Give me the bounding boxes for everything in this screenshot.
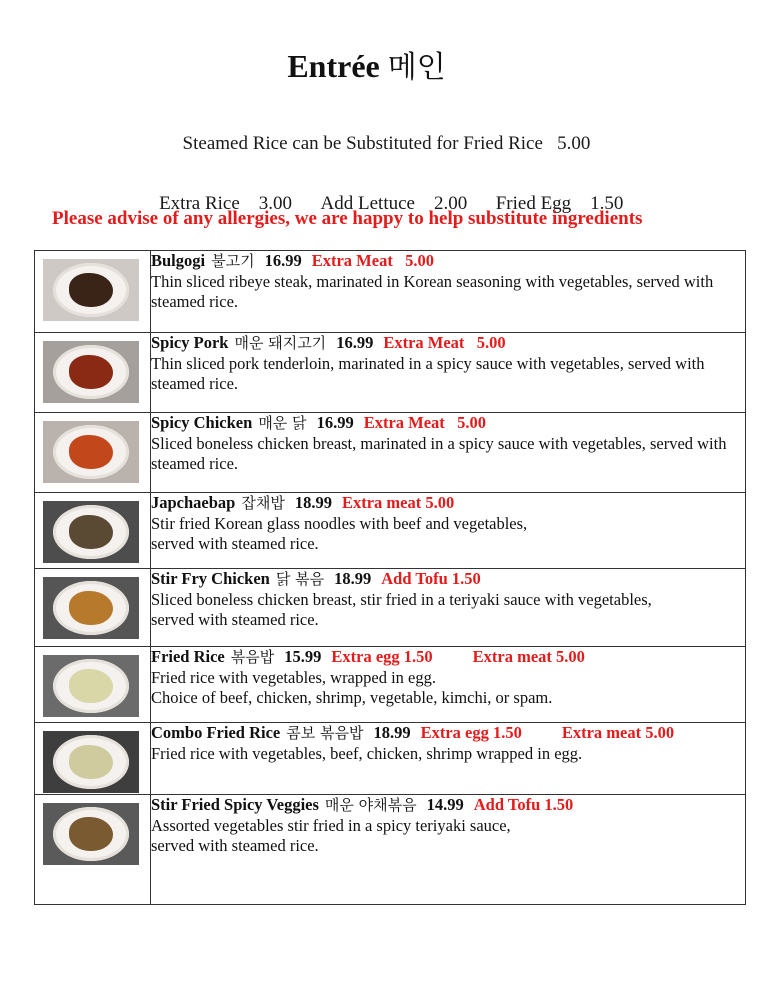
fried-egg-price: Fried Egg 1.50: [495, 193, 624, 214]
dish-description: Thin sliced pork tenderloin, marinated in a spicy sauce with vegetables, served with steamed rice.: [151, 353, 705, 393]
dish-heading: [151, 795, 745, 816]
dish-korean-name: 매운 야채볶음: [324, 796, 417, 814]
dish-photo: [43, 655, 139, 717]
dish-photo: [43, 577, 139, 639]
dish-description: served with steamed rice.: [151, 534, 319, 553]
dish-photo-cell: [35, 647, 151, 723]
dish-extra-option: Extra egg 1.50: [420, 723, 522, 742]
menu-item-row: [35, 569, 746, 647]
food-shape: [69, 591, 113, 625]
menu-item-row: [35, 333, 746, 413]
dish-photo: [43, 731, 139, 793]
dish-heading: [151, 493, 745, 514]
dish-name: Fried Rice: [151, 647, 225, 666]
dish-photo: [43, 501, 139, 563]
dish-price: 16.99: [336, 333, 374, 352]
food-shape: [69, 355, 113, 389]
dish-details-cell: [151, 723, 746, 795]
dish-extra-option: Add Tofu 1.50: [381, 569, 481, 588]
dish-photo: [43, 341, 139, 403]
dish-price: 15.99: [284, 647, 322, 666]
dish-name: Spicy Chicken: [151, 413, 253, 432]
dish-name: Combo Fried Rice: [151, 723, 281, 742]
dish-name: Stir Fried Spicy Veggies: [151, 795, 319, 814]
dish-details-cell: [151, 493, 746, 569]
dish-price: 16.99: [264, 251, 302, 270]
dish-description: Sliced boneless chicken breast, stir fried in a teriyaki sauce with vegetables,: [151, 589, 652, 609]
dish-korean-name: 콤보 볶음밥: [286, 724, 364, 742]
dish-photo-cell: [35, 413, 151, 493]
dish-description: Fried rice with vegetables, beef, chicken, shrimp wrapped in egg.: [151, 743, 583, 763]
menu-item-row: [35, 723, 746, 795]
title-english: Entrée: [287, 48, 380, 84]
dish-photo: [43, 803, 139, 865]
dish-extra-option: Extra meat 5.00: [472, 647, 585, 666]
dish-details-cell: [151, 569, 746, 647]
food-shape: [69, 745, 113, 779]
dish-description: Assorted vegetables stir fried in a spicy teriyaki sauce,: [151, 815, 511, 835]
menu-item-row: [35, 647, 746, 723]
dish-korean-name: 볶음밥: [230, 648, 275, 666]
dish-extra-option: Add Tofu 1.50: [473, 795, 574, 814]
food-shape: [69, 515, 113, 549]
food-shape: [69, 669, 113, 703]
menu-table: [34, 250, 746, 905]
dish-price: 18.99: [373, 723, 411, 742]
dish-korean-name: 닭 볶음: [275, 570, 325, 588]
dish-name: Spicy Pork: [151, 333, 229, 352]
dish-photo-cell: [35, 251, 151, 333]
dish-description: Sliced boneless chicken breast, marinated in a spicy sauce with vegetables, served with steamed rice.: [151, 433, 727, 473]
dish-photo: [43, 421, 139, 483]
menu-item-row: [35, 251, 746, 333]
extra-rice-price: Extra Rice 3.00: [159, 193, 293, 214]
dish-description: Thin sliced ribeye steak, marinated in Korean seasoning with vegetables, served with steamed rice.: [151, 271, 714, 311]
dish-photo: [43, 259, 139, 321]
dish-extra-option: Extra meat 5.00: [341, 493, 455, 512]
dish-heading: [151, 569, 745, 590]
dish-name: Bulgogi: [151, 251, 206, 270]
dish-heading: [151, 647, 745, 668]
dish-photo-cell: [35, 569, 151, 647]
dish-korean-name: 매운 돼지고기: [234, 334, 327, 352]
dish-price: 18.99: [334, 569, 372, 588]
dish-price: 18.99: [294, 493, 332, 512]
dish-extra-option: Extra Meat 5.00: [311, 251, 435, 270]
dish-photo-cell: [35, 723, 151, 795]
dish-description: Fried rice with vegetables, wrapped in egg.: [151, 667, 436, 687]
dish-price: 14.99: [426, 795, 464, 814]
dish-photo-cell: [35, 795, 151, 905]
dish-details-cell: [151, 795, 746, 905]
dish-photo-cell: [35, 493, 151, 569]
dish-korean-name: 매운 닭: [258, 414, 307, 432]
dish-heading: [151, 413, 745, 434]
dish-photo-cell: [35, 333, 151, 413]
add-lettuce-price: Add Lettuce 2.00: [320, 193, 468, 214]
dish-heading: [151, 251, 745, 272]
dish-extra-option: Extra meat 5.00: [561, 723, 675, 742]
dish-description: served with steamed rice.: [151, 610, 319, 629]
dish-korean-name: 잡채밥: [241, 494, 285, 512]
menu-item-row: [35, 493, 746, 569]
dish-description: Stir fried Korean glass noodles with beef and vegetables,: [151, 513, 528, 533]
food-shape: [69, 273, 113, 307]
food-shape: [69, 817, 113, 851]
dish-details-cell: [151, 413, 746, 493]
dish-heading: [151, 333, 745, 354]
dish-details-cell: [151, 251, 746, 333]
dish-extra-option: Extra egg 1.50: [331, 647, 433, 666]
dish-name: Japchaebap: [151, 493, 236, 512]
dish-details-cell: [151, 333, 746, 413]
dish-extra-option: Extra Meat 5.00: [383, 333, 506, 352]
dish-korean-name: 불고기: [211, 252, 255, 270]
dish-description: served with steamed rice.: [151, 836, 319, 855]
dish-description: Choice of beef, chicken, shrimp, vegetable, kimchi, or spam.: [151, 688, 553, 707]
rice-substitution-note: Steamed Rice can be Substituted for Fried Rice 5.00: [182, 133, 591, 154]
page-title: [0, 42, 733, 86]
dish-heading: [151, 723, 745, 744]
menu-item-row: [35, 413, 746, 493]
allergy-notice: Please advise of any allergies, we are happy to help substitute ingredients: [52, 208, 643, 229]
dish-details-cell: [151, 647, 746, 723]
dish-price: 16.99: [316, 413, 354, 432]
dish-extra-option: Extra Meat 5.00: [363, 413, 487, 432]
title-korean: 메인: [387, 50, 446, 85]
food-shape: [69, 435, 113, 469]
menu-item-row: [35, 795, 746, 905]
dish-name: Stir Fry Chicken: [151, 569, 270, 588]
